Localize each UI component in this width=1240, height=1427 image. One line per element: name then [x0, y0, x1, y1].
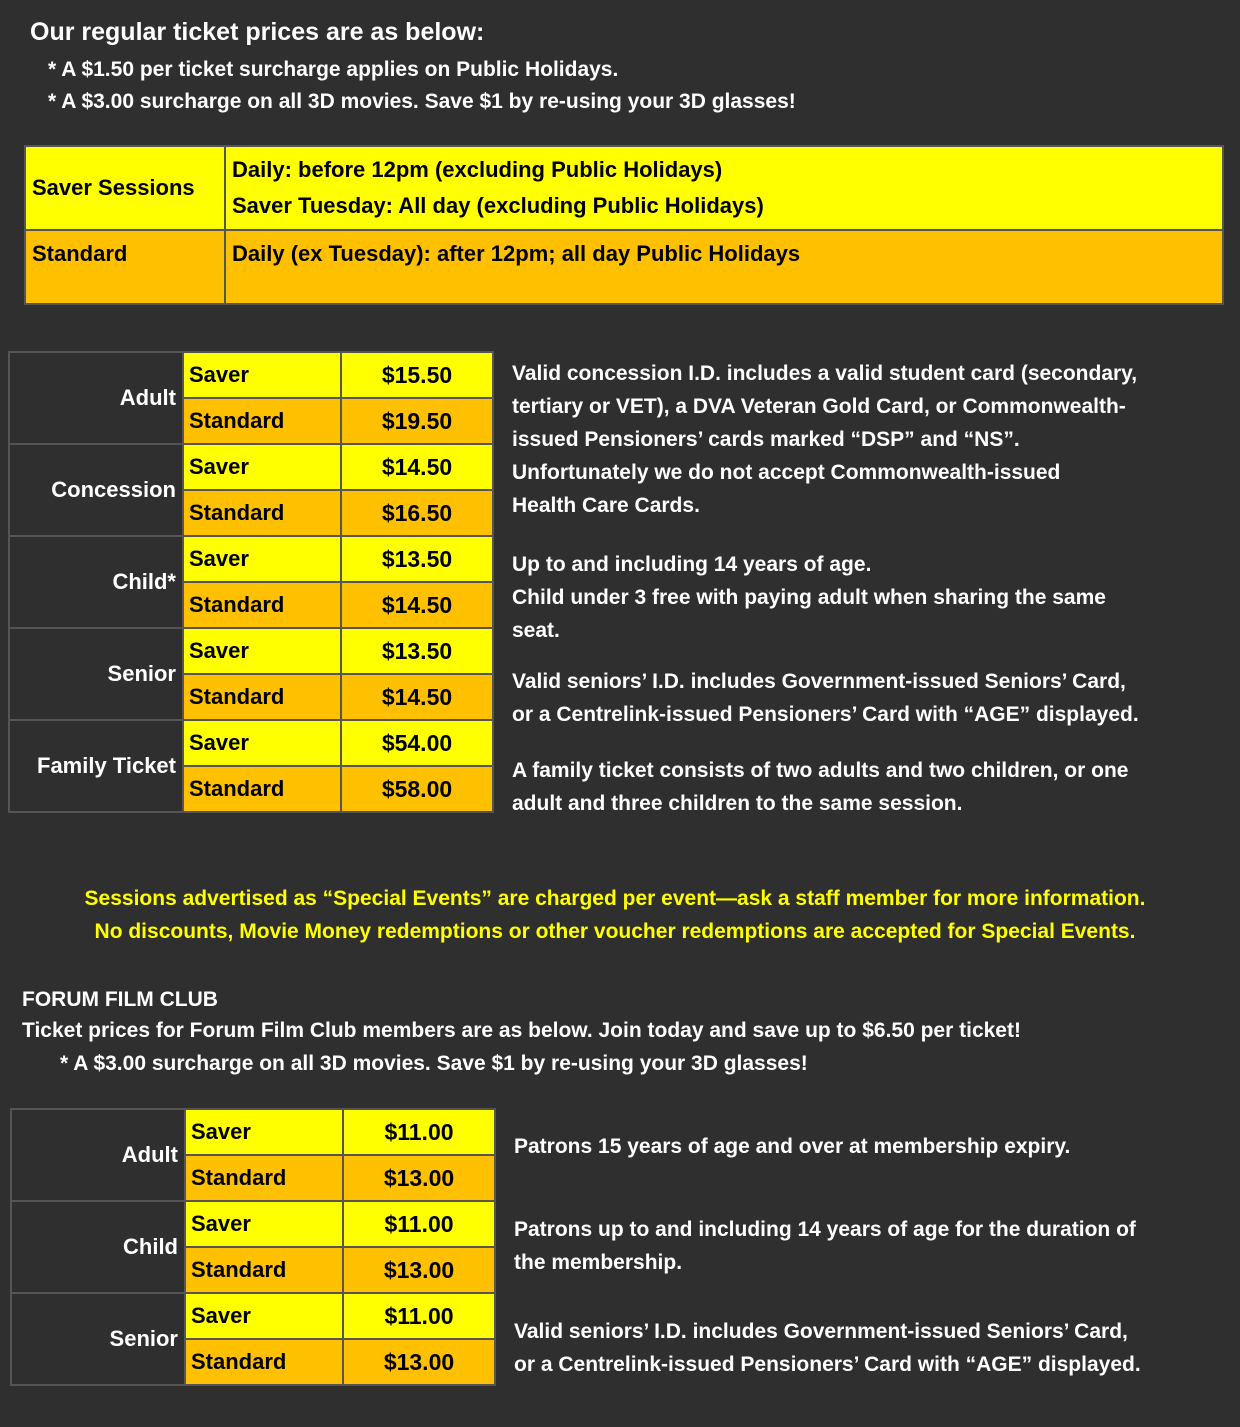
saver-label: Saver: [183, 352, 341, 398]
regular-prices-table: [8, 351, 494, 813]
saver-price: $14.50: [341, 444, 493, 490]
standard-price: $16.50: [341, 490, 493, 536]
club-child-note-line: Patrons up to and including 14 years of age for the duration of: [514, 1218, 1136, 1241]
price-row-saver: [9, 628, 493, 674]
club-senior-note: [514, 1315, 1141, 1381]
standard-sessions-row: [25, 230, 1223, 304]
concession-note-line: Valid concession I.D. includes a valid student card (secondary,: [512, 362, 1138, 385]
film-club-3d-note: * A $3.00 surcharge on all 3D movies. Save $1 by re-using your 3D glasses!: [60, 1052, 808, 1075]
saver-label: Saver: [183, 444, 341, 490]
standard-price: $19.50: [341, 398, 493, 444]
saver-price: $13.50: [341, 536, 493, 582]
senior-note-line: or a Centrelink-issued Pensioners’ Card with “AGE” displayed.: [512, 703, 1139, 726]
family-note-line: A family ticket consists of two adults and two children, or one: [512, 759, 1129, 782]
standard-label: Standard: [183, 490, 341, 536]
club-child-note-line: the membership.: [514, 1251, 683, 1274]
standard-sessions-label: Standard: [25, 230, 225, 304]
concession-note-line: Health Care Cards.: [512, 494, 700, 517]
standard-price: $13.00: [343, 1339, 495, 1385]
child-note-line: Child under 3 free with paying adult when sharing the same: [512, 586, 1106, 609]
intro-title: Our regular ticket prices are as below:: [30, 18, 485, 46]
standard-price: $13.00: [343, 1247, 495, 1293]
saver-sessions-details: [225, 146, 1223, 230]
senior-note: [512, 665, 1139, 731]
saver-label: Saver: [183, 536, 341, 582]
saver-sessions-row: [25, 146, 1223, 230]
price-row-saver: [11, 1293, 495, 1339]
price-row-saver: [11, 1201, 495, 1247]
film-club-title: FORUM FILM CLUB: [22, 988, 218, 1011]
club-adult-note-line: Patrons 15 years of age and over at membership expiry.: [514, 1135, 1071, 1158]
saver-price: $15.50: [341, 352, 493, 398]
concession-note: [512, 357, 1137, 522]
club-senior-note-line: Valid seniors’ I.D. includes Government-issued Seniors’ Card,: [514, 1320, 1128, 1343]
category-label: Family Ticket: [9, 720, 183, 812]
child-note-line: seat.: [512, 619, 560, 642]
saver-label: Saver: [185, 1109, 343, 1155]
category-label: Adult: [9, 352, 183, 444]
category-label: Senior: [9, 628, 183, 720]
concession-note-line: tertiary or VET), a DVA Veteran Gold Card, or Commonwealth-: [512, 395, 1126, 418]
saver-sessions-label: Saver Sessions: [25, 146, 225, 230]
standard-label: Standard: [183, 398, 341, 444]
child-note-line: Up to and including 14 years of age.: [512, 553, 872, 576]
film-club-intro: Ticket prices for Forum Film Club members are as below. Join today and save up to $6.50 per ticket!: [22, 1019, 1021, 1042]
club-child-note: [514, 1213, 1136, 1279]
saver-label: Saver: [183, 720, 341, 766]
saver-price: $11.00: [343, 1293, 495, 1339]
standard-price: $14.50: [341, 674, 493, 720]
sessions-table: [24, 145, 1224, 305]
standard-label: Standard: [183, 674, 341, 720]
concession-note-line: Unfortunately we do not accept Commonwealth-issued: [512, 461, 1061, 484]
standard-price: $14.50: [341, 582, 493, 628]
price-row-saver: [9, 444, 493, 490]
special-events-line: No discounts, Movie Money redemptions or other voucher redemptions are accepted for Special Events.: [94, 920, 1136, 943]
family-note: [512, 754, 1128, 820]
intro-note-holiday: * A $1.50 per ticket surcharge applies on Public Holidays.: [48, 58, 619, 81]
film-club-prices-table: [10, 1108, 496, 1386]
child-note: [512, 548, 1106, 647]
standard-label: Standard: [185, 1247, 343, 1293]
senior-note-line: Valid seniors’ I.D. includes Government-issued Seniors’ Card,: [512, 670, 1126, 693]
concession-note-line: issued Pensioners’ cards marked “DSP” and “NS”.: [512, 428, 1020, 451]
price-row-saver: [9, 352, 493, 398]
saver-sessions-line-2: Saver Tuesday: All day (excluding Public Holidays): [232, 193, 764, 218]
saver-label: Saver: [185, 1201, 343, 1247]
saver-price: $11.00: [343, 1201, 495, 1247]
standard-price: $13.00: [343, 1155, 495, 1201]
saver-sessions-line-1: Daily: before 12pm (excluding Public Holidays): [232, 157, 723, 182]
saver-price: $13.50: [341, 628, 493, 674]
price-row-saver: [9, 536, 493, 582]
standard-label: Standard: [185, 1339, 343, 1385]
special-events-notice: [0, 882, 1230, 948]
category-label: Child: [11, 1201, 185, 1293]
price-row-saver: [11, 1109, 495, 1155]
saver-price: $11.00: [343, 1109, 495, 1155]
special-events-line: Sessions advertised as “Special Events” are charged per event—ask a staff member for more information.: [84, 887, 1146, 910]
family-note-line: adult and three children to the same session.: [512, 792, 963, 815]
club-senior-note-line: or a Centrelink-issued Pensioners’ Card with “AGE” displayed.: [514, 1353, 1141, 1376]
category-label: Adult: [11, 1109, 185, 1201]
standard-sessions-line-1: Daily (ex Tuesday): after 12pm; all day Public Holidays: [232, 241, 801, 266]
category-label: Child*: [9, 536, 183, 628]
saver-label: Saver: [183, 628, 341, 674]
saver-price: $54.00: [341, 720, 493, 766]
standard-label: Standard: [185, 1155, 343, 1201]
standard-price: $58.00: [341, 766, 493, 812]
club-adult-note: [514, 1130, 1070, 1163]
intro-note-3d: * A $3.00 surcharge on all 3D movies. Save $1 by re-using your 3D glasses!: [48, 90, 796, 113]
price-row-saver: [9, 720, 493, 766]
standard-label: Standard: [183, 582, 341, 628]
category-label: Senior: [11, 1293, 185, 1385]
saver-label: Saver: [185, 1293, 343, 1339]
standard-label: Standard: [183, 766, 341, 812]
standard-sessions-details: [225, 230, 1223, 304]
category-label: Concession: [9, 444, 183, 536]
